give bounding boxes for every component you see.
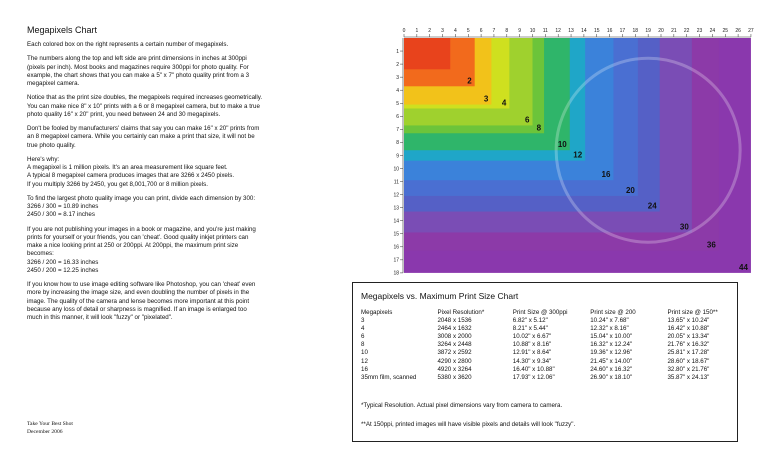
paragraph-line: If you know how to use image editing software like Photoshop, you can 'cheat' even [27, 281, 256, 288]
x-tick-label: 4 [454, 28, 457, 34]
x-tick-label: 9 [518, 28, 522, 34]
x-tick-label: 1 [415, 28, 419, 34]
article-paragraph [27, 226, 317, 276]
paragraph-line: an 8 megapixel camera. While you certainly can make a print that size, it will not be [27, 133, 255, 141]
article-paragraph [27, 125, 317, 150]
mp-box-label: 36 [706, 240, 716, 250]
mp-box-label: 44 [739, 262, 748, 272]
y-tick-label: 13 [393, 205, 399, 212]
x-tick-label: 14 [581, 28, 587, 34]
mp-box-label: 30 [679, 222, 689, 232]
table-row [361, 333, 737, 341]
table-cell: 15.04" x 10.00" [590, 333, 633, 341]
y-tick-label: 11 [393, 179, 399, 186]
mp-box-label: 6 [525, 115, 530, 125]
x-tick-label: 13 [568, 28, 574, 34]
paragraph-line: 3266 / 300 = 10.89 inches [27, 203, 99, 210]
x-tick-label: 25 [722, 28, 729, 34]
x-tick-label: 24 [709, 28, 716, 34]
print-size-table [361, 309, 737, 382]
paragraph-line: megapixel camera. [27, 80, 80, 87]
paragraph-line: To find the largest photo quality image you can print, divide each dimension by 300: [27, 194, 256, 202]
x-tick-label: 19 [645, 28, 651, 34]
y-tick-label: 7 [396, 127, 399, 134]
table-cell: 35.87" x 24.13" [667, 373, 710, 381]
table-cell: 3008 x 2000 [437, 333, 472, 341]
article-paragraph [27, 195, 317, 220]
table-header: Print size @ 150** [667, 309, 718, 316]
table-cell: 3264 x 2448 [437, 341, 472, 349]
x-tick-label: 5 [466, 28, 470, 34]
y-tick-label: 9 [396, 153, 399, 160]
mp-box-label: 8 [536, 123, 542, 133]
print-size-table-box [352, 282, 738, 442]
table-cell: 4920 x 3264 [437, 365, 472, 373]
table-cell: 21.76" x 16.32" [667, 341, 710, 349]
mp-box-label: 2 [467, 76, 472, 86]
table-row [361, 349, 737, 357]
y-tick-label: 14 [393, 218, 399, 225]
mp-box-label: 10 [557, 140, 567, 150]
paragraph-line: The numbers along the top and left side are print dimensions in inches at 300ppi [27, 55, 247, 63]
paragraph-line: much in this manner, it will look "fuzzy" or "pixelated". [27, 314, 173, 321]
table-cell: 25.81" x 17.28" [667, 349, 710, 357]
mp-box-label: 24 [647, 201, 657, 211]
x-tick-label: 26 [735, 28, 741, 34]
y-tick-label: 12 [393, 192, 399, 199]
table-cell: 4290 x 2800 [437, 357, 472, 365]
x-tick-label: 11 [542, 28, 548, 34]
table-header: Megapixels [361, 309, 393, 316]
article-paragraph [27, 94, 317, 119]
table-row [361, 317, 737, 325]
paragraph-line: because any loss of detail or sharpness is magnified. If an image is enlarged too [27, 305, 247, 313]
mp-box-label: 12 [573, 150, 583, 160]
table-cell: 16.42" x 10.88" [667, 325, 710, 333]
paragraph-line: becomes: [27, 250, 54, 258]
table-cell: 16 [361, 365, 368, 373]
x-tick-label: 7 [492, 28, 496, 34]
table-cell: 32.80" x 21.76" [667, 365, 710, 373]
y-tick-label: 16 [393, 244, 399, 251]
x-tick-label: 23 [696, 28, 703, 34]
table-header: Print Size @ 300ppi [512, 309, 568, 316]
table-cell: 10 [361, 349, 368, 357]
y-tick-label: 6 [396, 114, 399, 121]
x-tick-label: 20 [658, 28, 664, 34]
x-tick-label: 12 [555, 28, 561, 34]
table-cell: 12.91" x 8.64" [512, 349, 552, 357]
table-cell: 17.93" x 12.06" [512, 373, 555, 381]
mp-box-label: 16 [601, 170, 611, 180]
y-tick-label: 4 [396, 88, 399, 94]
paragraph-line: Each colored box on the right represents a certain number of megapixels. [27, 41, 229, 48]
x-tick-label: 15 [593, 28, 600, 34]
table-cell: 13.65" x 10.24" [667, 317, 710, 325]
table-cell: 12.32" x 8.16" [590, 325, 629, 333]
table-cell: 6 [361, 333, 365, 341]
y-tick-label: 10 [393, 166, 399, 173]
table-cell: 8.21" x 5.44" [512, 325, 548, 333]
table-cell: 16.32" x 12.24" [590, 341, 633, 349]
table-cell: 10.88" x 8.16" [512, 341, 552, 349]
paragraph-line: more by increasing the image size, and even doubling the number of pixels in the [27, 289, 250, 297]
y-tick-label: 15 [393, 231, 399, 238]
paragraph-line: A megapixel is 1 million pixels. It's an area measurement like square feet. [27, 164, 228, 171]
paragraph-line: A typical 8 megapixel camera produces images that are 3266 x 2450 pixels. [27, 172, 235, 180]
y-tick-label: 1 [396, 48, 399, 55]
paragraph-line: 2450 / 300 = 8.17 inches [27, 211, 95, 219]
table-cell: 26.90" x 18.10" [590, 373, 633, 381]
table-cell: 2048 x 1536 [437, 317, 472, 325]
paragraph-line: Here's why: [27, 155, 60, 163]
paragraph-line: If you multiply 3266 by 2450, you get 8,001,700 or 8 million pixels. [27, 180, 208, 188]
article-paragraph [27, 156, 317, 189]
table-cell: 2464 x 1632 [437, 325, 472, 333]
article-paragraph [27, 41, 317, 49]
y-tick-label: 8 [396, 140, 399, 147]
y-tick-label: 5 [396, 101, 399, 108]
table-footnote: **At 150ppi, printed images will have visible pixels and details will look "fuzzy". [361, 421, 576, 428]
mp-box-corner [404, 38, 450, 69]
table-cell: 3872 x 2592 [437, 349, 472, 357]
x-tick-label: 3 [441, 28, 444, 34]
table-cell: 21.45" x 14.00" [590, 357, 633, 365]
table-title: Megapixels vs. Maximum Print Size Chart [361, 291, 519, 301]
x-tick-label: 10 [529, 28, 536, 34]
mp-box-label: 3 [483, 94, 489, 104]
signature-line: Take Your Best Shot [27, 421, 73, 427]
table-row [361, 325, 737, 333]
y-tick-label: 3 [396, 74, 399, 81]
table-cell: 20.05" x 13.34" [667, 333, 710, 341]
x-tick-label: 22 [683, 28, 690, 34]
x-tick-label: 21 [671, 28, 677, 34]
x-tick-label: 18 [632, 28, 639, 34]
x-tick-label: 27 [748, 28, 754, 34]
signature-date: December 2006 [27, 428, 63, 435]
mp-box-label: 4 [501, 98, 507, 108]
table-header: Pixel Resolution* [437, 309, 485, 316]
table-row [361, 358, 737, 366]
paragraph-line: (pixels per inch). Most books and magazines require 300ppi for photo quality. For [27, 63, 249, 71]
x-tick-label: 16 [606, 28, 613, 34]
table-cell: 35mm film, scanned [361, 373, 417, 381]
paragraph-line: photo quality 16" x 20" print, you need between 24 and 30 megapixels. [27, 110, 221, 118]
paragraph-line: Don't be fooled by manufacturers' claims that say you can make 16" x 20" prints from [27, 125, 260, 132]
x-tick-label: 17 [619, 28, 626, 34]
table-cell: 19.36" x 12.96" [590, 349, 633, 357]
paragraph-line: image. The quality of the camera and lense becomes more important at this point [27, 297, 250, 305]
megapixel-chart [378, 24, 754, 277]
table-cell: 8 [361, 341, 365, 349]
x-tick-label: 6 [479, 28, 483, 34]
table-cell: 5380 x 3620 [437, 373, 472, 381]
article-body [27, 41, 317, 322]
x-tick-label: 8 [505, 28, 509, 34]
mp-box-label: 20 [625, 185, 635, 195]
article-column [27, 25, 317, 328]
table-cell: 16.40" x 10.88" [512, 365, 555, 373]
paragraph-line: example, the chart shows that you can make a 5" x 7" photo quality print from a 3 [27, 71, 250, 79]
page-title: Megapixels Chart [27, 25, 98, 35]
paragraph-line: 2450 / 200 = 12.25 inches [27, 266, 99, 274]
article-paragraph [27, 55, 317, 88]
table-cell: 6.82" x 5.12" [512, 317, 548, 325]
paragraph-line: make a nice looking print at 250 or 200ppi. At 200ppi, the maximum print size [27, 242, 239, 249]
paragraph-line: prints for yourself or your friends, you can 'cheat'. Good quality inkjet printers can [27, 233, 249, 241]
table-cell: 10.02" x 6.67" [512, 333, 552, 341]
y-tick-label: 18 [393, 270, 399, 277]
table-footnote: *Typical Resolution. Actual pixel dimensions vary from camera to camera. [361, 402, 563, 409]
table-cell: 12 [361, 357, 368, 365]
paragraph-line: You can make nice 8" x 10" prints with a 6 or 8 megapixel camera, but to make a true [27, 102, 260, 110]
y-tick-label: 2 [396, 61, 399, 68]
table-cell: 10.24" x 7.68" [590, 317, 629, 325]
y-tick-label: 17 [393, 257, 399, 264]
paragraph-line: Notice that as the print size doubles, the megapixels required increases geometrically. [27, 94, 263, 102]
signature [27, 421, 73, 436]
table-header-row [361, 309, 737, 317]
table-row [361, 374, 737, 382]
table-cell: 24.60" x 16.32" [590, 365, 633, 373]
table-cell: 3 [361, 317, 365, 325]
table-row [361, 341, 737, 349]
paragraph-line: true photo quality. [27, 141, 76, 149]
paragraph-line: If you are not publishing your images in a book or magazine, and you're just making [27, 225, 256, 233]
table-cell: 28.60" x 18.67" [667, 357, 710, 365]
paragraph-line: 3266 / 200 = 16.33 inches [27, 258, 99, 266]
article-paragraph [27, 281, 317, 322]
table-header: Print size @ 200 [590, 309, 636, 316]
x-tick-label: 2 [428, 28, 432, 34]
table-cell: 14.30" x 9.34" [512, 357, 552, 365]
table-cell: 4 [361, 325, 365, 333]
x-tick-label: 0 [402, 28, 406, 34]
table-row [361, 366, 737, 374]
